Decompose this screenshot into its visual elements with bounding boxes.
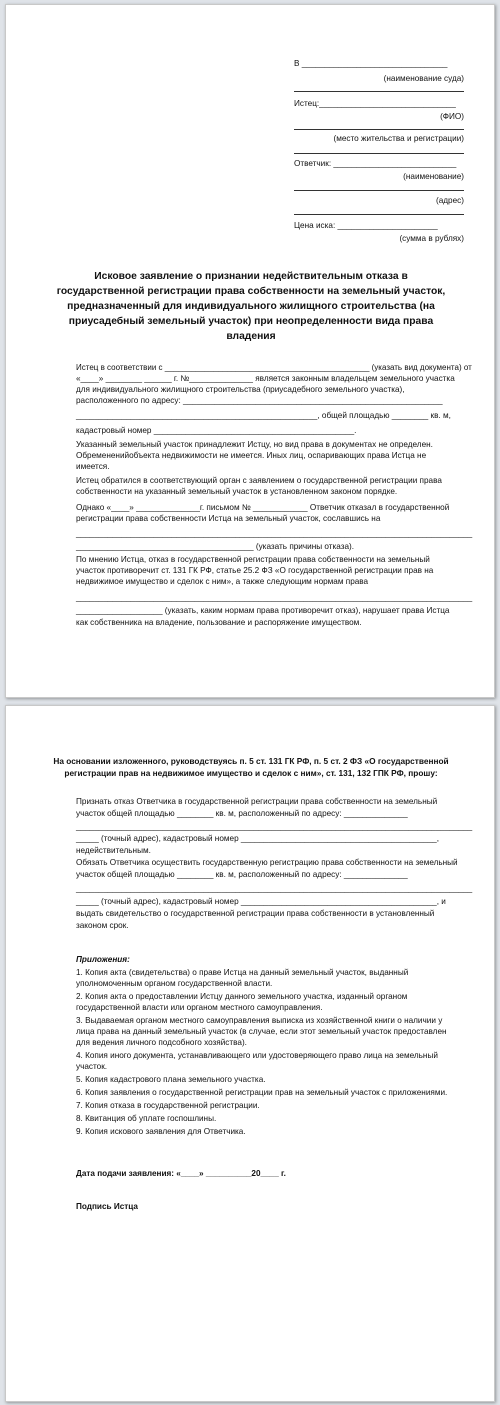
court-field: В ________________________________: [294, 59, 448, 68]
intro-line: На основании изложенного, руководствуясь п. 5 ст. 131 ГК РФ, п. 5 ст. 2 ФЗ «О государственной: [53, 756, 449, 766]
body-line: _______________________________________ (указать причины отказа).: [76, 542, 355, 551]
title-line: государственной регистрации права собственности на земельный участок,: [56, 286, 446, 297]
request-line: Обязать Ответчика осуществить государственную регистрацию права собственности на земельный: [76, 858, 458, 867]
body-line: как собственника на владение, пользование и распоряжение имуществом.: [76, 618, 362, 627]
fio-hint: (ФИО): [440, 112, 464, 121]
plaintiff-signature: Подпись Истца: [76, 1202, 138, 1211]
body-line: _____________________________________________________, общей площадью ________ кв. м,: [76, 411, 451, 420]
request-line: выдать свидетельство о государственной регистрации права собственности в установленный: [76, 909, 435, 918]
claim-price-field: Цена иска: ______________________: [294, 221, 438, 230]
defendant-address-line: [294, 190, 464, 191]
title-line: предназначенный для индивидуального жилищного строительства (на: [67, 301, 435, 312]
body-line: Однако «____» ______________г. письмом № ____________ Ответчик отказал в государственной: [76, 503, 450, 512]
court-hint: (наименование суда): [383, 74, 464, 83]
title-line: приусадебный земельный участок) при неопределенности вида права: [68, 316, 434, 327]
defendant-address-line-2: [294, 214, 464, 215]
attachment-line: 7. Копия отказа в государственной регистрации.: [76, 1101, 260, 1110]
attachment-line: 9. Копия искового заявления для Ответчика.: [76, 1127, 246, 1136]
request-line: участок общей площадью ________ кв. м, расположенный по адресу: ______________: [76, 870, 408, 879]
title-line: владения: [226, 331, 276, 342]
plaintiff-address-line-2: [294, 153, 464, 154]
attachment-line: государственной власти или органом местного самоуправления.: [76, 1003, 323, 1012]
attachment-line: 5. Копия кадастрового плана земельного участка.: [76, 1075, 266, 1084]
title-line: Исковое заявление о признании недействительным отказа в: [94, 271, 408, 282]
court-line: [294, 91, 464, 92]
attachments-title: Приложения:: [76, 955, 130, 964]
attachment-line: участок.: [76, 1062, 108, 1071]
defendant-name-hint: (наименование): [403, 172, 464, 181]
body-line: «____» ________ ______ г. №______________ является законным владельцем земельного участка: [76, 374, 455, 383]
request-line: _____ (точный адрес), кадастровый номер ___________________________________________, и: [76, 897, 446, 906]
attachment-line: 8. Квитанция об уплате госпошлины.: [76, 1114, 217, 1123]
body-line: Истец обратился в соответствующий орган с заявлением о государственной регистрации права: [76, 476, 442, 485]
request-line: Признать отказ Ответчика в государственной регистрации права собственности на земельный: [76, 797, 438, 806]
body-line: кадастровый номер ____________________________________________.: [76, 426, 357, 435]
attachment-line: 3. Выдаваемая органом местного самоуправления выписка из хозяйственной книги о наличии у: [76, 1016, 443, 1025]
plaintiff-field: Истец:______________________________: [294, 99, 456, 108]
intro-line: регистрации прав на недвижимое имущество и сделок с ним», ст. 131, 132 ГПК РФ, прошу:: [64, 768, 438, 778]
attachment-line: лица права на данный земельный участок (в случае, если этот земельный участок предоставлен: [76, 1027, 447, 1036]
address-hint: (адрес): [436, 196, 464, 205]
body-line: Обремененийобъекта недвижимости не имеется. Иных лиц, оспаривающих права Истца не: [76, 451, 427, 460]
residence-hint: (место жительства и регистрации): [333, 134, 464, 143]
request-line: законом срок.: [76, 921, 129, 930]
body-line: ___________________ (указать, каким нормам права противоречит отказ), нарушает права Истца: [76, 606, 450, 615]
request-line: участок общей площадью ________ кв. м, расположенный по адресу: ______________: [76, 809, 408, 818]
attachment-line: 2. Копия акта о предоставлении Истцу данного земельного участка, изданный органом: [76, 992, 408, 1001]
attachment-line: 1. Копия акта (свидетельства) о праве Истца на данный земельный участок, выданный: [76, 968, 409, 977]
request-line: _______________________________________________________________________________________: [76, 884, 473, 893]
attachment-line: 6. Копия заявления о государственной регистрации прав на земельный участок с приложениями.: [76, 1088, 448, 1097]
request-line: _____ (точный адрес), кадастровый номер ___________________________________________,: [76, 834, 439, 843]
body-line: участок противоречит ст. 131 ГК РФ, статье 25.2 ФЗ «О государственной регистрации прав на: [76, 566, 434, 575]
body-line: регистрации права собственности Истца на земельный участок, сославшись на: [76, 514, 381, 523]
plaintiff-address-line: [294, 129, 464, 130]
body-line: расположенного по адресу: _________________________________________________________: [76, 396, 443, 405]
body-line: Указанный земельный участок принадлежит Истцу, но вид права в документах не определен.: [76, 440, 433, 449]
body-line: для индивидуального жилищного строительства (приусадебного земельного участка),: [76, 385, 405, 394]
request-line: недействительным.: [76, 846, 151, 855]
document-page-2: [5, 705, 495, 1402]
filing-date: Дата подачи заявления: «____» __________20____ г.: [76, 1169, 286, 1178]
document-page-1: [5, 4, 495, 698]
body-line: имеется.: [76, 462, 110, 471]
body-line: _______________________________________________________________________________________: [76, 593, 473, 602]
body-line: По мнению Истца, отказ в государственной регистрации права собственности на земельный: [76, 555, 430, 564]
body-line: Истец в соответствии с ______________________________________________ (указать вид документа) от: [76, 363, 472, 372]
attachment-line: 4. Копия иного документа, устанавливающего или удостоверяющего право лица на земельный: [76, 1051, 438, 1060]
attachment-line: для ведения личного подсобного хозяйства).: [76, 1038, 247, 1047]
attachment-line: уполномоченным органом государственной власти.: [76, 979, 273, 988]
body-line: недвижимое имущество и сделок с ним», а также следующим нормам права: [76, 577, 369, 586]
amount-hint: (сумма в рублях): [399, 234, 464, 243]
defendant-field: Ответчик: ___________________________: [294, 159, 457, 168]
body-line: собственности на указанный земельный участок в установленном законом порядке.: [76, 487, 398, 496]
request-line: _______________________________________________________________________________________: [76, 822, 473, 831]
body-line: _______________________________________________________________________________________: [76, 529, 473, 538]
